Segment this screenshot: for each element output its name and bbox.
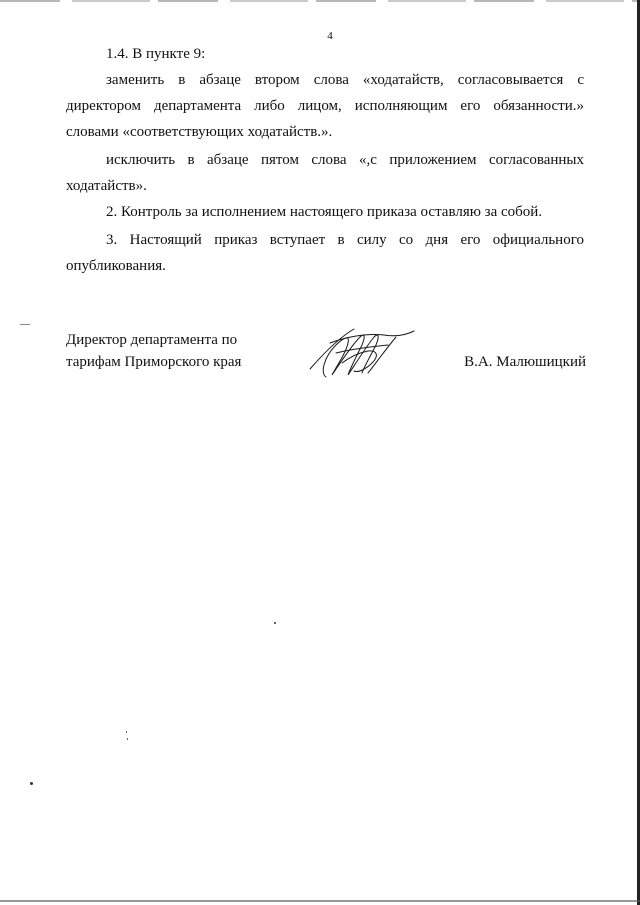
scan-speck — [127, 738, 128, 740]
handwritten-signature — [306, 323, 418, 383]
scan-edge-bottom — [0, 900, 640, 902]
scan-speck — [126, 731, 127, 733]
paragraph-1-4: 1.4. В пункте 9: — [106, 46, 206, 62]
scan-edge-top — [0, 0, 640, 2]
signatory-title — [66, 329, 241, 373]
paragraph-control: 2. Контроль за исполнением настоящего приказа оставляю за собой. — [106, 204, 543, 220]
page-number: 4 — [327, 30, 333, 42]
paragraph-exclude-words: исключить в абзаце пятом слова «,с приложением согласованных ходатайств». — [66, 152, 584, 194]
scan-speck — [30, 782, 33, 785]
signature-block — [66, 329, 586, 389]
scan-speck — [20, 324, 30, 325]
scan-speck — [274, 622, 276, 624]
paragraph-effective-date: 3. Настоящий приказ вступает в силу со дня его официального опубликования. — [66, 232, 584, 274]
signatory-title-line-1: Директор департамента по — [66, 332, 238, 348]
signatory-name: В.А. Малюшицкий — [464, 354, 586, 370]
paragraph-replace-words: заменить в абзаце втором слова «ходатайств, согласовывается с директором департамента либо лицом, исполняющим его обязанности.» словами «соответствующих ходатайств.». — [66, 72, 584, 140]
signatory-title-line-2: тарифам Приморского края — [66, 354, 242, 370]
